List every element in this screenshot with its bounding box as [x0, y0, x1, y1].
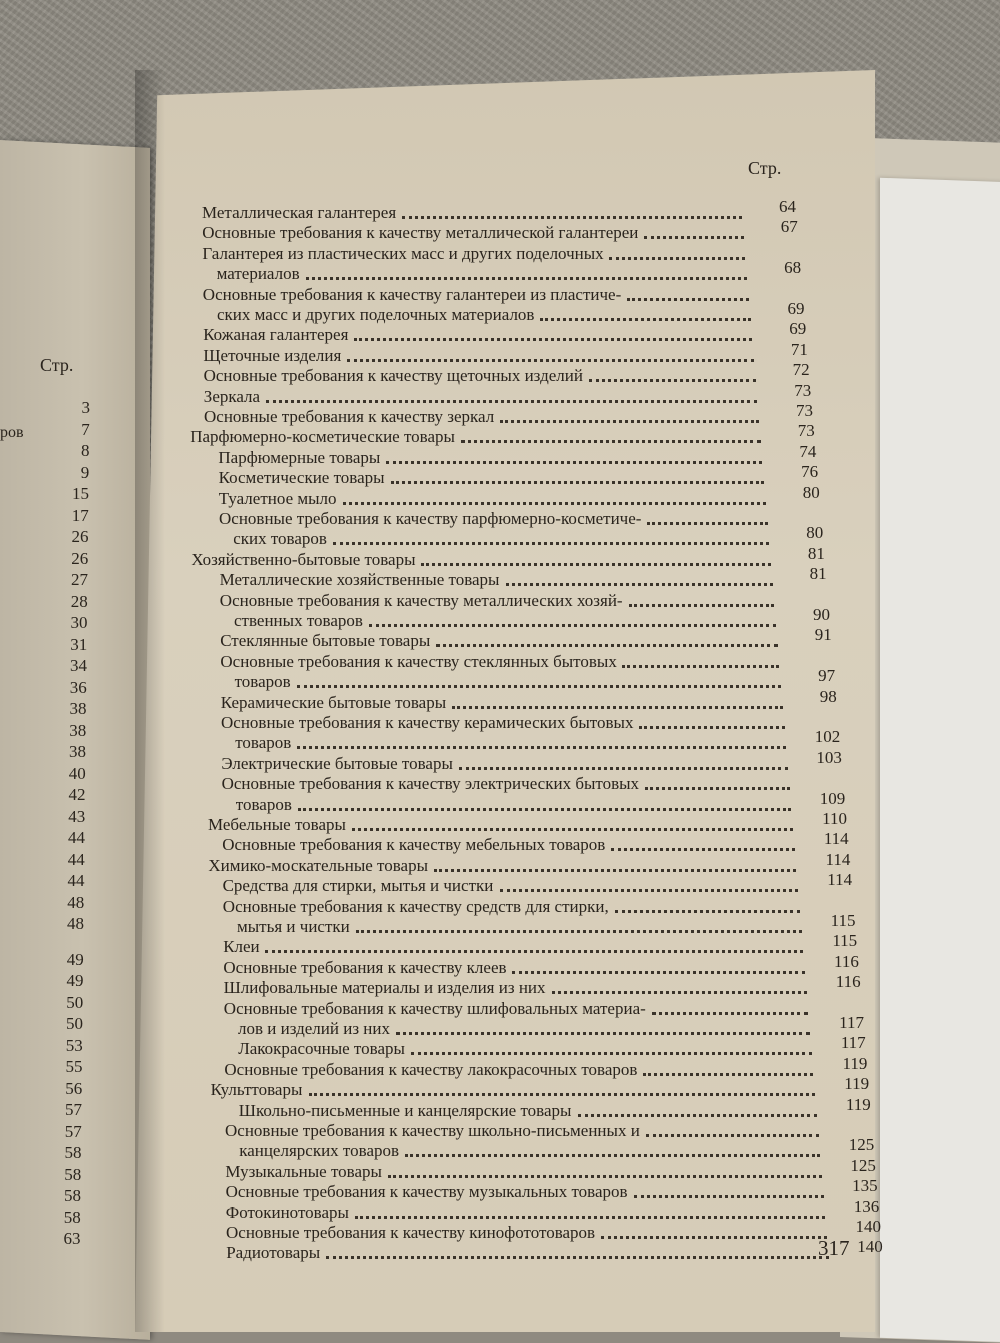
leader-dots [629, 604, 774, 607]
toc-page-number: 64 [779, 197, 796, 216]
toc-page-number: 119 [842, 1053, 868, 1073]
toc-entry: Парфюмерно-косметические товары [190, 427, 455, 447]
leader-dots [297, 746, 786, 749]
leader-dots [421, 563, 771, 566]
toc-page-number: 116 [834, 951, 859, 971]
toc-entry: Основные требования к качеству электрических бытовых [221, 774, 640, 794]
toc-entry: Мебельные товары [208, 815, 346, 834]
toc-entry: Зеркала [203, 386, 261, 406]
left-page-number: 42 [68, 785, 86, 804]
left-page-number: 55 [65, 1057, 83, 1076]
toc-entry: Металлические хозяйственные товары [219, 570, 500, 590]
left-page-number: 48 [67, 914, 84, 933]
left-page-header: Стр. [40, 355, 74, 375]
left-page-number: 57 [64, 1121, 82, 1141]
leader-dots [396, 1032, 810, 1035]
toc-page-number: 71 [790, 339, 808, 359]
toc-page-number: 69 [789, 319, 807, 339]
leader-dots [652, 1012, 808, 1015]
left-page-number: 58 [63, 1207, 81, 1227]
toc-entry: Косметические товары [218, 468, 385, 488]
toc-entry: Туалетное мыло [218, 488, 337, 508]
left-page-number: 38 [69, 699, 87, 718]
toc-entry: Основные требования к качеству металлической галантереи [202, 223, 639, 243]
toc-entry: материалов [216, 264, 300, 284]
leader-dots [506, 583, 773, 586]
toc-page-number: 76 [801, 462, 819, 482]
leader-dots [411, 1052, 812, 1055]
page-gutter-shadow [135, 70, 165, 1332]
left-page-number: 44 [67, 849, 85, 869]
toc-page-number: 114 [827, 870, 853, 890]
left-page-number: 43 [68, 806, 86, 826]
leader-dots [405, 1154, 820, 1157]
leader-dots [601, 1236, 827, 1239]
toc-entry: Керамические бытовые товары [220, 692, 447, 712]
toc-entry: Музыкальные товары [225, 1161, 382, 1181]
toc-page-number: 119 [844, 1074, 870, 1094]
leader-dots [434, 869, 796, 872]
left-page-number: 56 [65, 1078, 83, 1098]
left-page-number: 49 [66, 949, 84, 969]
left-page-number: 58 [64, 1164, 82, 1184]
toc-page-number: 102 [814, 727, 841, 747]
left-page-number: 28 [70, 591, 88, 611]
left-page-number: 50 [66, 1014, 83, 1033]
left-page-number: 48 [67, 892, 85, 912]
toc-page-number: 69 [787, 299, 805, 318]
leader-dots [355, 1216, 825, 1219]
toc-page-number: 114 [825, 849, 851, 869]
toc-entry: Основные требования к качеству средств для стирки, [222, 896, 609, 916]
left-page-number: 63 [63, 1229, 81, 1248]
leader-dots [644, 236, 744, 239]
toc-page-number: 115 [832, 931, 858, 951]
leader-dots [645, 787, 790, 790]
toc-entry: товаров [235, 794, 292, 814]
left-page-number: 31 [70, 634, 88, 654]
toc-page-number: 81 [807, 543, 825, 563]
toc-entry: Хозяйственно-бытовые товары [191, 549, 416, 569]
leader-dots [646, 1134, 819, 1137]
left-page-number: 38 [69, 742, 86, 761]
left-page-number: 53 [65, 1035, 83, 1055]
toc-page-number: 140 [855, 1217, 881, 1236]
toc-entry: ственных товаров [234, 611, 363, 630]
leader-dots [309, 1093, 815, 1096]
toc-entry: Школьно-письменные и канцелярские товары [238, 1100, 572, 1120]
leader-dots [326, 1256, 829, 1259]
toc-page-number: 125 [850, 1155, 876, 1175]
toc-entry: Химико-москательные товары [208, 855, 429, 875]
toc-page-number: 73 [797, 421, 815, 441]
toc-entry: Основные требования к качеству щеточных изделий [203, 366, 583, 386]
toc-entry: Металлическая галантерея [202, 203, 397, 222]
toc-page-number: 72 [792, 360, 810, 380]
leader-dots [356, 930, 802, 933]
toc-entry: Радиотовары [226, 1243, 321, 1263]
toc-page-number: 115 [830, 911, 856, 930]
left-page-number: 58 [64, 1186, 81, 1205]
toc-entry: Щеточные изделия [203, 345, 342, 365]
toc-entry: Стеклянные бытовые товары [220, 631, 431, 651]
toc-entry: Парфюмерные товары [218, 447, 381, 467]
toc-entry: Основные требования к качеству клеев [223, 957, 507, 977]
leader-dots [266, 400, 757, 403]
toc-entry: Основные требования к качеству шлифовальных материа- [223, 998, 646, 1018]
toc-page-number: 117 [839, 1013, 864, 1032]
leader-dots [512, 971, 805, 974]
left-page-number: 50 [66, 992, 84, 1012]
leader-dots [306, 277, 747, 280]
leader-dots [265, 950, 803, 953]
toc-page-number: 119 [845, 1094, 871, 1114]
leader-dots [643, 1073, 813, 1076]
leader-dots [500, 420, 759, 423]
leader-dots [552, 991, 807, 994]
leader-dots [354, 338, 752, 341]
left-page-number: 27 [71, 570, 88, 589]
toc-entry: Основные требования к качеству галантереи из пластиче- [202, 284, 622, 304]
toc-entry: Галантерея из пластических масс и других поделочных [202, 243, 604, 263]
toc-page-number: 109 [819, 788, 846, 808]
left-page-number: 44 [67, 871, 85, 890]
toc-page-number: 90 [813, 605, 830, 624]
leader-dots [297, 685, 781, 688]
leader-dots [622, 665, 779, 668]
left-page-number: 30 [70, 613, 88, 632]
toc-page-number: 135 [852, 1176, 878, 1196]
toc-entry: лов и изделий из них [238, 1019, 390, 1038]
left-page-number: 9 [80, 462, 90, 482]
leader-dots [402, 216, 742, 219]
toc-page-number: 117 [840, 1033, 866, 1053]
left-page-number: 26 [71, 527, 89, 546]
left-page-number: 7 [81, 419, 90, 439]
leader-dots [627, 298, 749, 301]
toc-entry: Основные требования к качеству стеклянных бытовых [220, 651, 617, 671]
leader-dots [347, 359, 754, 362]
leader-dots [609, 257, 745, 260]
toc-entry: Основные требования к качеству керамических бытовых [221, 713, 634, 732]
leader-dots [589, 379, 756, 382]
left-page-number: 57 [65, 1100, 82, 1119]
left-page-number: 15 [72, 484, 89, 503]
toc-page-number: 91 [814, 625, 832, 645]
leader-dots [500, 889, 798, 892]
toc-page-number: 67 [780, 217, 798, 237]
toc-page-number: 136 [853, 1196, 880, 1216]
toc-page-number: 114 [823, 829, 849, 849]
toc-entry: товаров [235, 733, 292, 753]
toc-page-number: 73 [796, 401, 813, 420]
toc-entry: Лакокрасочные товары [238, 1039, 405, 1059]
left-page-fragment: ров [0, 424, 24, 441]
toc-entry: Средства для стирки, мытья и чистки [222, 876, 494, 896]
left-page-number: 8 [81, 441, 90, 460]
toc-entry: Основные требования к качеству зеркал [204, 407, 495, 426]
toc-entry: Клеи [223, 937, 260, 957]
toc-page-number: 103 [816, 747, 842, 767]
toc-page-number: 81 [809, 564, 827, 584]
toc-entry: товаров [234, 672, 291, 692]
toc-entry: Культтовары [210, 1080, 303, 1100]
left-page-number: 38 [69, 720, 87, 740]
toc-page-number: 116 [835, 972, 861, 992]
toc-page-number: 80 [802, 482, 820, 502]
toc-entry: Основные требования к качеству школьно-письменных и [225, 1121, 640, 1140]
toc-entry: Фотокинотовары [225, 1202, 349, 1222]
toc-page-number: 73 [794, 380, 812, 400]
toc-entry: Основные требования к качеству лакокрасочных товаров [224, 1059, 638, 1079]
toc-page-number: 68 [784, 258, 802, 278]
leader-dots [639, 726, 785, 729]
toc-entry: ских товаров [233, 529, 327, 549]
underlying-sheet [880, 178, 1000, 1343]
toc-entry: Основные требования к качеству мебельных товаров [222, 835, 606, 855]
leader-dots [386, 461, 762, 464]
toc-entry: ских масс и других поделочных материалов [217, 305, 535, 324]
toc-page-number: 98 [819, 686, 837, 706]
toc-entry: Основные требования к качеству музыкальных товаров [225, 1182, 628, 1202]
left-page-number: 44 [68, 828, 85, 847]
left-page-number: 3 [81, 398, 90, 417]
leader-dots [452, 706, 783, 709]
leader-dots [343, 502, 766, 505]
toc-entry: Электрические бытовые товары [221, 753, 453, 773]
leader-dots [634, 1195, 824, 1198]
leader-dots [461, 440, 761, 443]
leader-dots [352, 828, 793, 831]
leader-dots [459, 767, 788, 770]
leader-dots [333, 542, 769, 545]
left-page-number: 26 [71, 548, 89, 568]
leader-dots [578, 1114, 817, 1117]
toc-page-number: 74 [799, 441, 817, 461]
toc-page-number: 140 [857, 1237, 883, 1257]
leader-dots [615, 910, 800, 913]
toc-page-number: 80 [806, 523, 824, 543]
left-page-number: 58 [64, 1143, 82, 1162]
left-page-number: 49 [66, 971, 84, 990]
leader-dots [369, 624, 776, 627]
left-page-number: 40 [68, 763, 86, 783]
leader-dots [388, 1175, 822, 1178]
toc-entry: канцелярских товаров [239, 1141, 400, 1161]
page-number: 317 [818, 1236, 850, 1260]
left-page-number: 34 [70, 656, 87, 675]
toc-entry: Кожаная галантерея [203, 325, 349, 345]
leader-dots [540, 318, 751, 321]
toc-entry: Основные требования к качеству кинофототоваров [226, 1223, 596, 1242]
toc-entry: Шлифовальные материалы и изделия из них [223, 978, 546, 998]
leader-dots [436, 644, 778, 647]
toc-page-number: 110 [822, 809, 847, 828]
left-page-number: 17 [71, 505, 89, 525]
leader-dots [611, 848, 795, 851]
toc-entry: мытья и чистки [237, 917, 350, 936]
toc-page-number: 97 [818, 666, 836, 686]
leader-dots [391, 481, 764, 484]
leader-dots [647, 522, 768, 525]
left-page-number: 36 [69, 677, 87, 697]
toc-page-number: 125 [848, 1135, 875, 1155]
leader-dots [298, 808, 791, 811]
toc-entry: Основные требования к качеству парфюмерно-косметиче- [219, 509, 642, 528]
right-page-header: Стр. [748, 158, 782, 178]
toc-entry: Основные требования к качеству металлических хозяй- [219, 590, 623, 610]
